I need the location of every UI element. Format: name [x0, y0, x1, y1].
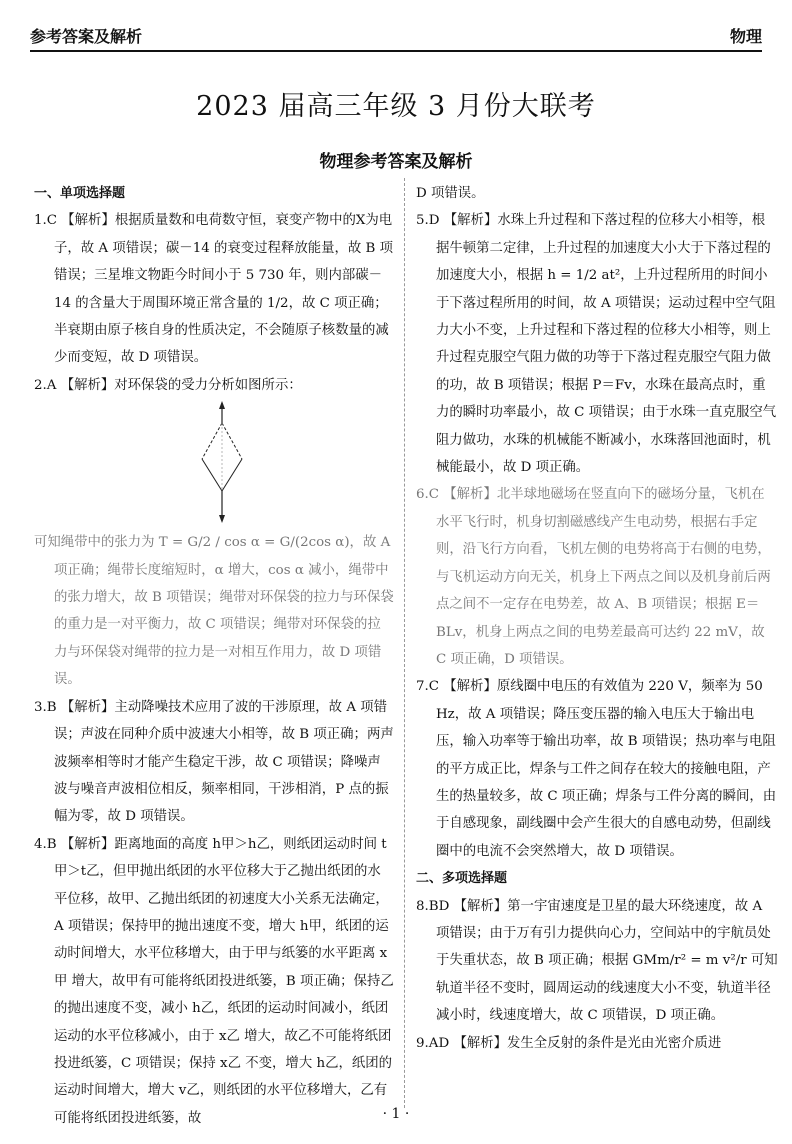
bag-left	[202, 459, 222, 491]
exam-subtitle: 物理参考答案及解析	[319, 152, 473, 172]
answer-3: 3.B 【解析】主动降噪技术应用了波的干涉原理，故 A 项错误；声波在同种介质中波速大小相等，故 B 项正确；两声波频率相等时才能产生稳定干涉，故 C 项错误；降噪声波与噪音声波相位相反，频率相同，干涉相消，P 点的振幅为零，故 D 项错误。	[34, 699, 394, 825]
bag-right	[222, 459, 242, 491]
string-left	[202, 423, 222, 459]
answer-5: 5.D 【解析】水珠上升过程和下落过程的位移大小相等，根据牛顿第二定律，上升过程的加速度大小大于下落过程的加速度大小，根据 h = 1/2 at²，上升过程所用的时间小于下落过程所用的时间，故 A 项错误；运动过程中空气阻力大小不变，上升过程和下落过程的位移大小相等，则上升过程克服空气阻力做的功等于下落过程克服空气阻力做的功，故 B 项错误；根据 P＝Fv，水珠在最高点时，重力的瞬时功率最小，故 C 项错误；由于水珠一直克服空气阻力做功，水珠的机械能不断减小，水珠落回池面时，机械能最小，故 D 项正确。	[416, 213, 777, 476]
answer-8: 8.BD 【解析】第一宇宙速度是卫星的最大环绕速度，故 A 项错误；由于万有引力提供向心力，空间站中的宇航员处于失重状态，故 B 项正确；根据 GMm/r² = m v²/r 可知轨道半径不变时，圆周运动的线速度大小不变，轨道半径减小时，线速度增大，故 C 项错误，D 项正确。	[416, 898, 778, 1024]
answer-9: 9.AD 【解析】发生全反射的条件是光由光密介质进	[416, 1035, 722, 1051]
answer-7: 7.C 【解析】原线圈中电压的有效值为 220 V，频率为 50 Hz，故 A 项错误；降压变压器的输入电压大于输出电压，输入功率等于输出功率，故 B 项错误；热功率与电阻的平方成正比，焊条与工件之间存在较大的接触电阻，产生的热量较多，故 C 项正确；焊条与工件分离的瞬间，由于自感现象，副线圈中会产生很大的自感电动势，但副线圈中的电流不会突然增大，故 D 项错误。	[416, 679, 777, 859]
gravity-arrow-head	[219, 515, 225, 523]
answer-1: 1.C 【解析】根据质量数和电荷数守恒，衰变产物中的X为电子，故 A 项错误；碳－14 的衰变过程释放能量，故 B 项错误；三星堆文物距今时间小于 5 730 年，则内部碳－14 的含量大于周围环境正常含量的 1/2，故 C 项正确；半衰期由原子核自身的性质决定，不会随原子核数量的减少而变短，故 D 项错误。	[34, 213, 394, 366]
string-right	[222, 423, 242, 459]
left-column	[34, 180, 394, 1132]
column-divider	[404, 178, 405, 1108]
force-diagram	[34, 399, 394, 529]
answer-4: 4.B 【解析】距离地面的高度 h甲＞h乙，则纸团运动时间 t甲＞t乙，但甲抛出纸团的水平位移大于乙抛出纸团的水平位移，故甲、乙抛出纸团的初速度大小关系无法确定，A 项错误；保持甲的抛出速度不变，增大 h甲，纸团的运动时间增大，水平位移增大，由于甲与纸篓的水平距离 x甲 增大，故甲有可能将纸团投进纸篓，B 项正确；保持乙的抛出速度不变，减小 h乙，纸团的运动时间减小，纸团运动的水平位移减小，由于 x乙 增大，故乙不可能将纸团投进纸篓，C 项错误；保持 x乙 不变，增大 h乙，纸团的运动时间增大，增大 v乙，则纸团的水平位移增大，乙有可能将纸团投进纸篓，故	[34, 836, 394, 1126]
answer-4-end: D 项错误。	[416, 186, 485, 201]
header-right: 物理	[729, 27, 762, 46]
section-single-choice: 一、单项选择题	[34, 186, 126, 201]
answer-2-intro: 2.A 【解析】对环保袋的受力分析如图所示：	[34, 377, 302, 393]
header-left: 参考答案及解析	[30, 27, 143, 46]
page-number: · 1 ·	[382, 1106, 410, 1122]
section-multiple-choice: 二、多项选择题	[416, 871, 508, 887]
answer-6: 6.C 【解析】北半球地磁场在竖直向下的磁场分量，飞机在水平飞行时，机身切割磁感线产生电动势，根据右手定则，沿飞行方向看，飞机左侧的电势将高于右侧的电势，与飞机运动方向无关，机身上下两点之间以及机身前后两点之间不一定存在电势差，故 A、B 项错误；根据 E＝BLv，机身上两点之间的电势差最高可达约 22 mV，故 C 项正确，D 项错误。	[416, 487, 771, 667]
force-diagram-figure	[34, 399, 394, 529]
answer-2-detail: 可知绳带中的张力为 T = G/2 / cos α = G/(2cos α)，故 A 项正确；绳带长度缩短时，α 增大，cos α 减小，绳带中的张力增大，故 B 项错误；绳带对环保袋的拉力与环保袋的重力是一对平衡力，故 C 项错误；绳带对环保袋的拉力与环保袋对绳带的拉力是一对相互作用力，故 D 项错误。	[34, 535, 394, 688]
right-column	[416, 180, 778, 1057]
exam-title: 2023 届高三年级 3 月份大联考	[196, 91, 596, 122]
arrow-head	[219, 401, 225, 409]
page-header	[30, 20, 762, 52]
